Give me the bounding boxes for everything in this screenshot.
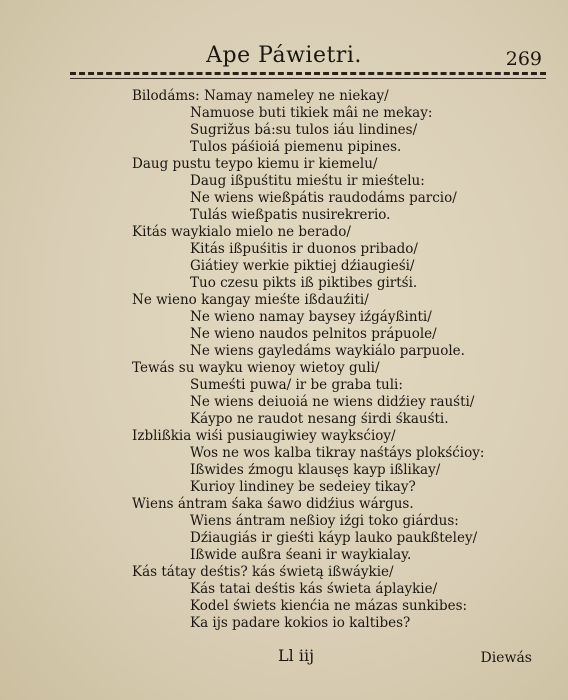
verse-line: Sugrižus bá:su tulos iáu lindines/ — [190, 122, 418, 138]
header-rule-thin — [70, 78, 546, 79]
verse-line: Kitás waykialo mielo ne berado/ — [132, 224, 351, 240]
verse-line: Ißwide außra śeani ir waykialay. — [190, 547, 412, 563]
verse-line: Tuo czesu pikts iß piktibes girtśi. — [190, 275, 418, 291]
verse-line: Ißwides źmogu klausęs kayp ißlikay/ — [190, 462, 441, 478]
verse-line: Kás tátay deśtis? kás świetą ißwáykie/ — [132, 564, 394, 580]
verse-line: Daug ißpuśtitu mieśtu ir mieśtelu: — [190, 173, 425, 189]
verse-line: Namuose buti tikiek mâi ne mekay: — [190, 105, 433, 121]
running-head-title: Ape Páwietri. — [206, 43, 362, 68]
signature-mark: Ll iij — [278, 646, 315, 665]
verse-line: Tulos páśioiá piemenu pipines. — [190, 139, 402, 155]
verse-line: Tewás su wayku wienoy wietoy guli/ — [132, 360, 380, 376]
verse-line: Wos ne wos kalba tikray naśtáys plokśćioy: — [190, 445, 485, 461]
catchword: Diewás — [480, 650, 532, 666]
verse-line: Ne wiens gayledáms waykiálo parpuole. — [190, 343, 465, 359]
header-rule — [70, 72, 546, 75]
verse-line: Káypo ne raudot nesang śirdi śkauśti. — [190, 411, 449, 427]
verse-line: Bilodáms: Namay nameley ne niekay/ — [132, 88, 389, 104]
verse-line: Ne wiens wießpátis raudodáms parcio/ — [190, 190, 457, 206]
verse-line: Wiens ántram śaka śawo didźius wárgus. — [132, 496, 414, 512]
verse-line: Kodel świets kienćia ne mázas sunkibes: — [190, 598, 468, 614]
verse-line: Ne wieno kangay mieśte ißdauźiti/ — [132, 292, 369, 308]
verse-line: Tulás wießpatis nusirekrerio. — [190, 207, 391, 223]
verse-line: Ka ijs padare kokios io kaltibes? — [190, 615, 411, 631]
verse-line: Dźiaugiás ir gieśti káyp lauko paukßteley/ — [190, 530, 478, 546]
verse-line: Kitás ißpuśitis ir duonos pribado/ — [190, 241, 418, 257]
verse-line: Ne wiens deiuoiá ne wiens didźiey rauśti/ — [190, 394, 475, 410]
verse-line: Ne wieno naudos pelnitos prápuole/ — [190, 326, 437, 342]
verse-line: Kurioy lindiney be sedeiey tikay? — [190, 479, 416, 495]
verse-line: Sumeśti puwa/ ir be graba tuli: — [190, 377, 403, 393]
verse-line: Izblißkia wiśi pusiaugiwiey wayksćioy/ — [132, 428, 396, 444]
page-number: 269 — [505, 48, 542, 70]
verse-line: Wiens ántram neßioy iźgi toko giárdus: — [190, 513, 459, 529]
verse-line: Kás tatai deśtis kás świeta áplaykie/ — [190, 581, 438, 597]
verse-line: Ne wieno namay baysey iźgáyßinti/ — [190, 309, 432, 325]
verse-line: Giátiey werkie piktiej dźiaugieśi/ — [190, 258, 415, 274]
verse-line: Daug pustu teypo kiemu ir kiemelu/ — [132, 156, 378, 172]
